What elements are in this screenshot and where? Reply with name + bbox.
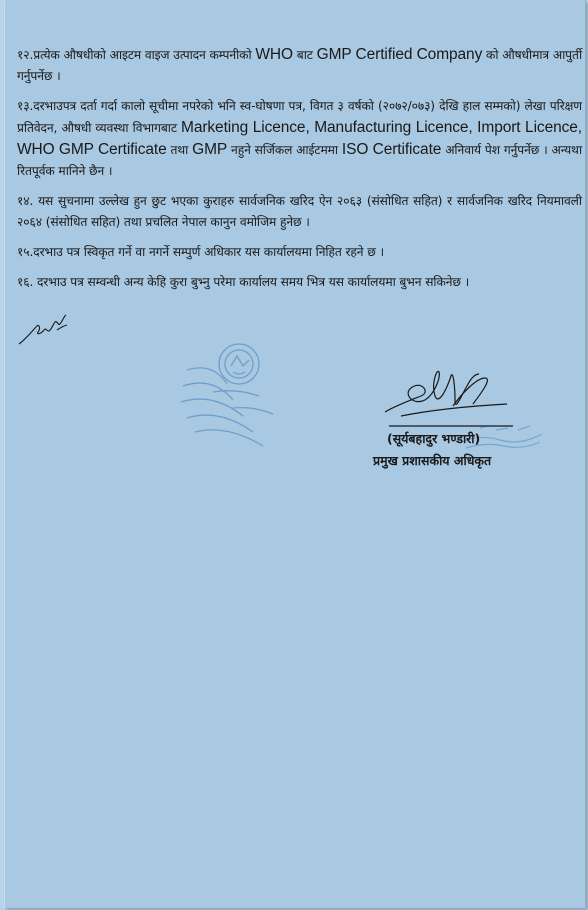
clause-13-text-c: तथा — [166, 143, 193, 157]
office-seal-stamp — [173, 336, 293, 458]
clause-12-text-c: बाट — [292, 48, 317, 62]
clause-13-text-g: अनिवार्य पेश गर्नुपर्नेछ । अन्यथा रितपूर्वक मानिने छैन । — [17, 143, 582, 178]
clause-13-text-a: १३.दरभाउपत्र दर्ता गर्दा कालो सूचीमा नपरेको भनि स्व-घोषणा पत्र, विगत ३ वर्षको (२०७२/०७३) देखि हाल सम्मको) लेखा परिक्षण प्रतिवेदन, औषधी व्यवस्था विभागबाट — [17, 99, 582, 135]
clause-13-text-e: नहुने सर्जिकल आईटममा — [227, 143, 342, 157]
clause-14: १४. यस सुचनामा उल्लेख हुन छुट भएका कुराहरु सार्वजनिक खरिद ऐन २०६३ (संसोधित सहित) र सार्वजनिक खरिद नियमावली २०६४ (संसोधित सहित) तथा प्रचलित नेपाल कानुन वमोजिम हुनेछ । — [17, 194, 582, 229]
signatory-name: (सूर्यबहादुर भण्डारी) — [387, 431, 481, 446]
clause-12-text-b: WHO — [255, 46, 293, 63]
document-body — [17, 44, 582, 302]
clause-13-text-d: GMP — [192, 141, 228, 158]
clause-13 — [17, 96, 582, 182]
signatory-title: प्रमुख प्रशासकीय अधिकृत — [373, 453, 492, 468]
clause-12-text-e: को औषधीमात्र आपुर्ती गर्नुपर्नेछ । — [17, 48, 583, 83]
officer-signature — [381, 366, 521, 430]
clause-12 — [17, 44, 582, 87]
clause-13-text-b: Marketing Licence, Manufacturing Licence, Import Licence, WHO GMP Certificate — [17, 119, 582, 158]
clause-12-text-d: GMP Certified Company — [316, 46, 483, 63]
clause-16: १६. दरभाउ पत्र सम्वन्धी अन्य केहि कुरा बुभ्नु परेमा कार्यालय समय भित्र यस कार्यालयमा बुभन सकिनेछ । — [17, 275, 470, 289]
clause-12-text-a: १२.प्रत्येक औषधीको आइटम वाइज उत्पादन कम्पनीको — [17, 48, 256, 62]
clause-13-text-f: ISO Certificate — [341, 141, 442, 158]
clause-15: १५.दरभाउ पत्र स्विकृत गर्ने वा नगर्ने सम्पुर्ण अधिकार यस कार्यालयमा निहित रहने छ । — [17, 245, 384, 259]
document-page — [4, 0, 586, 908]
initials-signature — [17, 312, 77, 348]
